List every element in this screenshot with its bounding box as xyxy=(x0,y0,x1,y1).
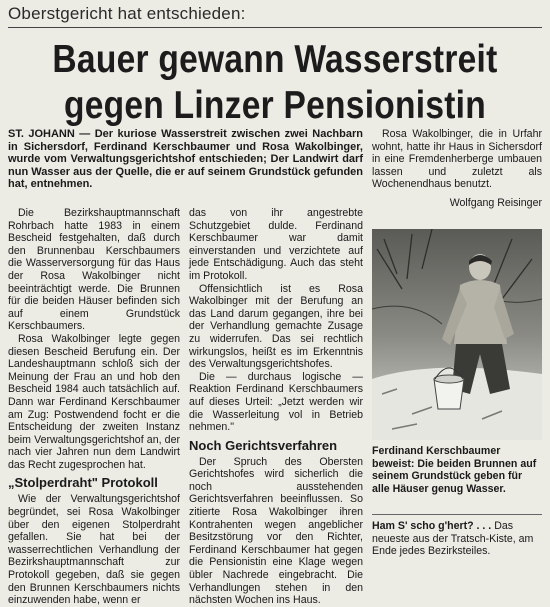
headline-line-1: Bauer gewann Wasserstreit xyxy=(52,38,498,81)
tratsch-heading: Ham S' scho g'hert? . . . xyxy=(372,520,492,532)
column-3 xyxy=(372,128,542,210)
tratsch-teaser xyxy=(372,520,542,558)
paragraph: das von ihr angestrebte Schutzgebiet dulde. Ferdinand Kerschbaumer war damit einverstanden und verzichtete auf jede Entschädigung. Auch das steht im Protokoll. xyxy=(189,207,363,282)
paragraph: Die Bezirkshauptmannschaft Rohrbach hatte 1983 in einem Bescheid festgehalten, daß durch den Brunnenbau Kerschbaumers die Wasserversorgung für das Haus der Rosa Wakolbinger nicht beeinträchtigt werde. Die Brunnen für die beiden Häuser befinden sich auf einem Grundstück Kerschbaumers. xyxy=(8,207,180,333)
tratsch-rule xyxy=(372,514,542,515)
paragraph: Die — durchaus logische — Reaktion Ferdinand Kerschbaumers auf dieses Urteil: „Jetzt werden wir die Wasserleitung vol in Betrieb nehmen." xyxy=(189,370,363,434)
photo xyxy=(372,229,542,440)
headline-line-2: gegen Linzer Pensionistin xyxy=(63,84,487,127)
paragraph: Offensichtlich ist es Rosa Wakolbinger mit der Berufung an das Land darum gegangen, ihre bei der Verhandlung gemachte Zusage zu widerrufen. Das sei rechtlich wirkungslos, heißt es im Erkenntnis des Verwaltungsgerichtshofes. xyxy=(189,282,363,371)
photo-illustration xyxy=(372,229,542,440)
photo-caption: Ferdinand Kerschbaumer beweist: Die beiden Brunnen auf seinem Grundstück geben für alle Häuser genug Wasser. xyxy=(372,445,537,495)
column-2 xyxy=(189,207,363,607)
subheading: Noch Gerichtsverfahren xyxy=(189,437,338,453)
lead-paragraph: ST. JOHANN — Der kuriose Wasserstreit zwischen zwei Nachbarn in Sichersdorf, Ferdinand Kerschbaumer und Rosa Wakolbinger, wurde vom Verwaltungsgerichtshof entschieden; Der Landwirt darf nun Wasser aus der Quelle, die er auf seinem Grundstück gefunden hat, entnehmen. xyxy=(8,128,363,191)
kicker-rule xyxy=(8,27,542,28)
paragraph: Rosa Wakolbinger, die in Urfahr wohnt, hatte ihr Haus in Sichersdorf in eine Fremdenherberge umbauen lassen und zuletzt als Wochenendhaus benutzt. xyxy=(372,128,542,191)
paragraph: Wie der Verwaltungsgerichtshof begründet, sei Rosa Wakolbinger über den eigenen Stolperdraht gefallen. Sie hat bei der wasserrechtlichen Verhandlung der Bezirkshauptmannschaft zur Protokoll gegeben, daß sie gegen den Brunnen Kerschbaumers nichts einzuwenden habe, wenn er xyxy=(8,493,180,607)
author-byline: Wolfgang Reisinger xyxy=(449,196,542,209)
kicker: Oberstgericht hat entschieden: xyxy=(8,4,246,23)
column-1 xyxy=(8,207,180,607)
paragraph: Der Spruch des Obersten Gerichtshofes wird sicherlich die noch ausstehenden Gerichtsverfahren beeinflussen. So zitierte Rosa Wakolbinger ihren Kontrahenten wegen angeblicher Besitzstörung vor den Richter, Ferdinand Kerschbaumer hat gegen die Pensionistin eine Klage wegen übler Nachrede eingebracht. Die Verhandlungen stehen in den nächsten Wochen ins Haus. xyxy=(189,455,363,607)
subheading: „Stolperdraht" Protokoll xyxy=(8,475,158,491)
paragraph: Rosa Wakolbinger legte gegen diesen Bescheid Berufung ein. Der Landeshauptmann schloß sich der Meinung der Frau an und hob den Bescheid 1984 auch tatsächlich auf. Dann war Ferdinand Kerschbaumer am Zug: Postwendend focht er die Entscheidung der zweiten Instanz beim Verwaltungsgerichtshof an, der nach vier Jahren nun dem Landwirt das Recht zugesprochen hat. xyxy=(8,332,180,471)
tratsch-text: Das neueste aus der Tratsch-Kiste, am Ende jedes Bezirksteiles. xyxy=(372,520,534,558)
